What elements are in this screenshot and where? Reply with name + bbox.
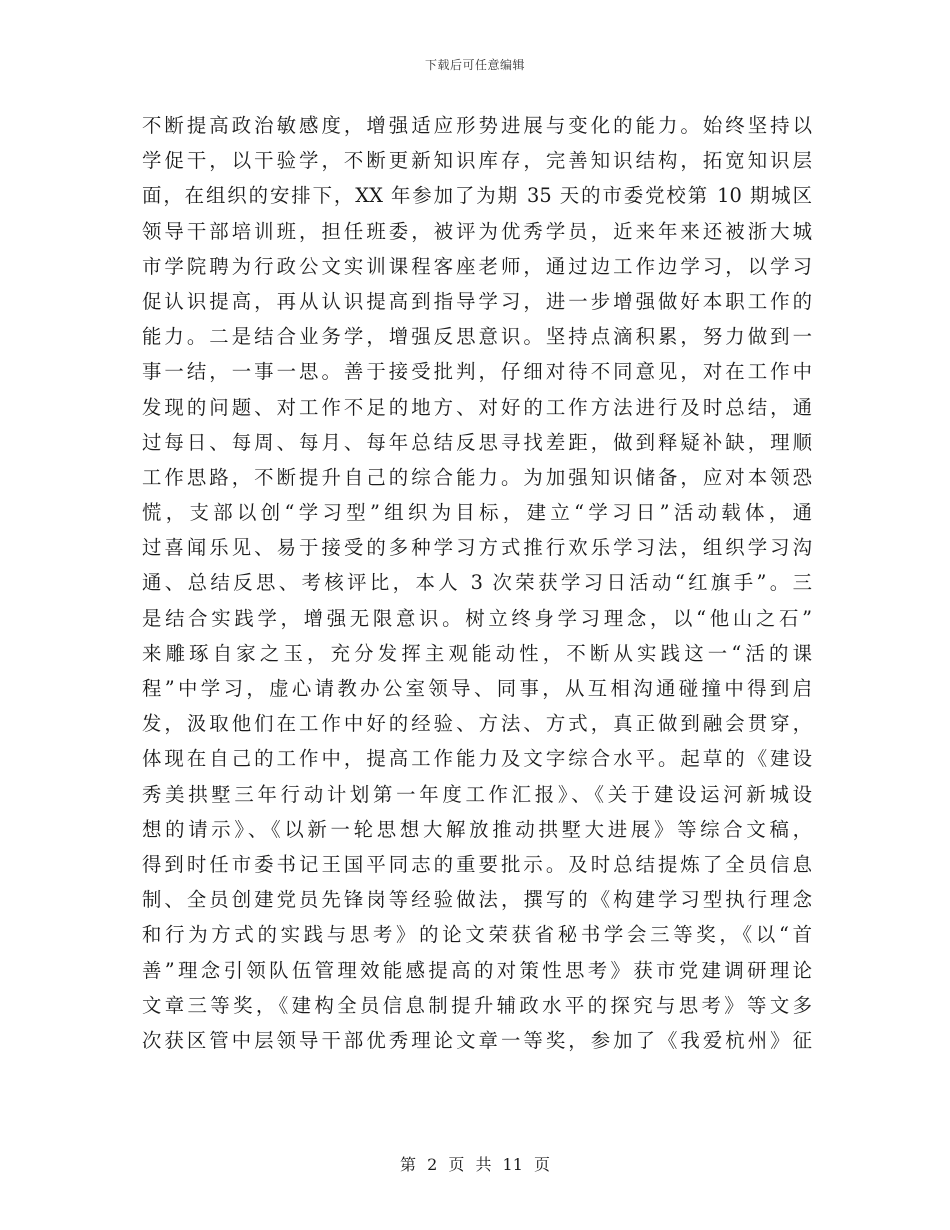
- text-line: 面，在组织的安排下，XX 年参加了为期 35 天的市委党校第 10 期城区: [142, 184, 812, 208]
- text-line: 文章三等奖，《建构全员信息制提升辅政水平的探究与思考》等文多: [142, 993, 812, 1017]
- text-line: 是结合实践学，增强无限意识。树立终身学习理念，以“他山之石”: [142, 606, 812, 630]
- text-line: 通、总结反思、考核评比，本人 3 次荣获学习日活动“红旗手”。三: [142, 571, 812, 595]
- text-line: 促认识提高，再从认识提高到指导学习，进一步增强做好本职工作的: [142, 289, 812, 313]
- text-line: 体现在自己的工作中，提高工作能力及文字综合水平。起草的《建设: [142, 747, 812, 771]
- text-line: 事一结，一事一思。善于接受批判，仔细对待不同意见，对在工作中: [142, 360, 812, 384]
- text-line: 来雕琢自家之玉，充分发挥主观能动性，不断从实践这一“活的课: [142, 641, 812, 665]
- page-header-note: 下载后可任意编辑: [424, 58, 525, 72]
- text-line: 领导干部培训班，担任班委，被评为优秀学员，近来年来还被浙大城: [142, 219, 812, 243]
- text-line: 市学院聘为行政公文实训课程客座老师，通过边工作边学习，以学习: [142, 254, 812, 278]
- text-line: 发，汲取他们在工作中好的经验、方法、方式，真正做到融会贯穿，: [142, 712, 812, 736]
- text-line: 工作思路，不断提升自己的综合能力。为加强知识储备，应对本领恐: [142, 465, 812, 489]
- text-line: 不断提高政治敏感度，增强适应形势进展与变化的能力。始终坚持以: [142, 114, 812, 137]
- text-line: 学促干，以干验学，不断更新知识库存，完善知识结构，拓宽知识层: [142, 149, 812, 173]
- text-line: 程”中学习，虚心请教办公室领导、同事，从互相沟通碰撞中得到启: [142, 677, 812, 700]
- text-line: 善”理念引领队伍管理效能感提高的对策性思考》获市党建调研理论: [142, 958, 812, 982]
- text-line: 得到时任市委书记王国平同志的重要批示。及时总结提炼了全员信息: [142, 852, 812, 876]
- text-line: 和行为方式的实践与思考》的论文荣获省秘书学会三等奖，《以“首: [142, 923, 812, 947]
- body-text: [142, 108, 812, 1058]
- text-line: 次获区管中层领导干部优秀理论文章一等奖，参加了《我爱杭州》征: [142, 1028, 812, 1052]
- page-footer-number: 第 2 页 共 11 页: [400, 1155, 550, 1174]
- text-line: 慌，支部以创“学习型”组织为目标，建立“学习日”活动载体，通: [142, 501, 812, 525]
- text-line: 发现的问题、对工作不足的地方、对好的工作方法进行及时总结，通: [142, 395, 812, 419]
- text-line: 能力。二是结合业务学，增强反思意识。坚持点滴积累，努力做到一: [142, 325, 812, 349]
- text-line: 过喜闻乐见、易于接受的多种学习方式推行欢乐学习法，组织学习沟: [142, 536, 812, 560]
- text-line: 过每日、每周、每月、每年总结反思寻找差距，做到释疑补缺，理顺: [142, 430, 812, 454]
- text-line: 秀美拱墅三年行动计划第一年度工作汇报》、《关于建设运河新城设: [142, 782, 812, 806]
- text-line: 制、全员创建党员先锋岗等经验做法，撰写的《构建学习型执行理念: [142, 888, 812, 912]
- text-line: 想的请示》、《以新一轮思想大解放推动拱墅大进展》等综合文稿，: [142, 817, 812, 841]
